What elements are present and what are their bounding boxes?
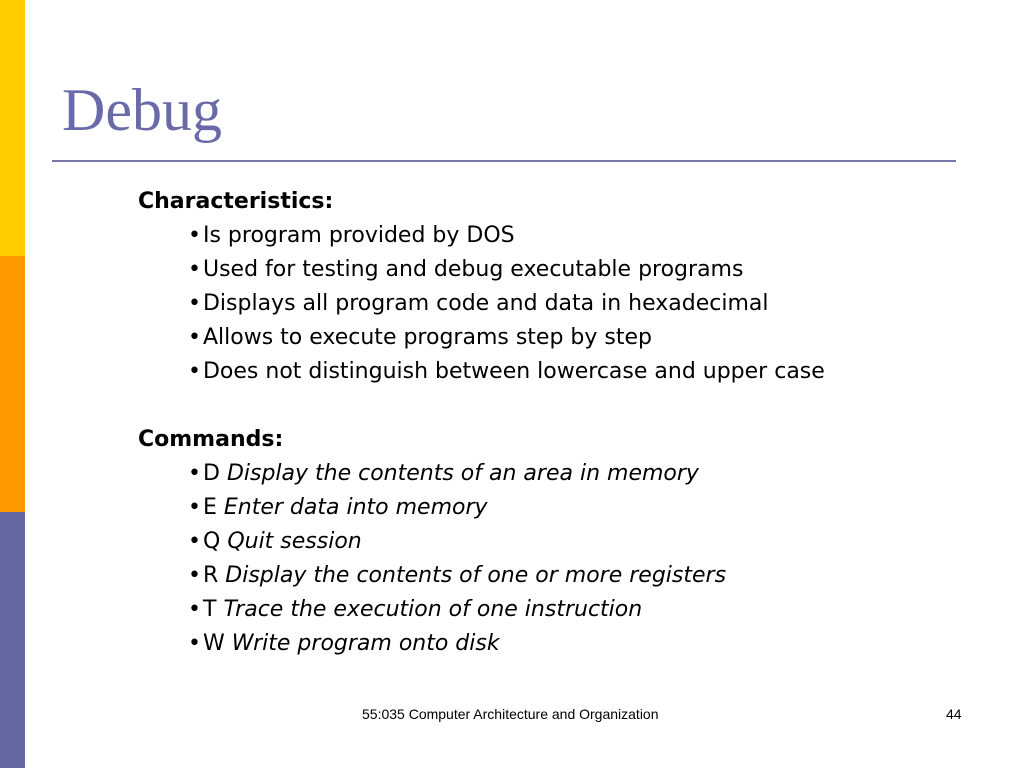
command-description: Display the contents of an area in memory (226, 461, 699, 486)
footer-course-title: 55:035 Computer Architecture and Organization (362, 706, 659, 722)
characteristic-text: Allows to execute programs step by step (202, 325, 652, 350)
command-key: T (202, 597, 217, 622)
commands-list (138, 457, 978, 661)
characteristics-heading: Characteristics: (138, 189, 334, 214)
bullet-icon: • (188, 495, 201, 520)
characteristic-item (188, 253, 978, 287)
command-description: Write program onto disk (231, 631, 500, 656)
accent-bar-orange (0, 256, 25, 512)
bullet-icon: • (188, 597, 201, 622)
characteristic-text: Displays all program code and data in hexadecimal (202, 291, 769, 316)
characteristic-item (188, 321, 978, 355)
command-key: D (202, 461, 220, 486)
characteristic-item (188, 287, 978, 321)
command-item (188, 627, 978, 661)
command-description: Trace the execution of one instruction (223, 597, 643, 622)
bullet-icon: • (188, 631, 201, 656)
command-item (188, 559, 978, 593)
accent-bar-yellow (0, 0, 25, 256)
characteristic-text: Is program provided by DOS (202, 223, 515, 248)
slide-title: Debug (62, 77, 222, 143)
bullet-icon: • (188, 291, 201, 316)
command-item (188, 525, 978, 559)
bullet-icon: • (188, 563, 201, 588)
bullet-icon: • (188, 223, 201, 248)
command-key: W (202, 631, 225, 656)
command-item (188, 457, 978, 491)
bullet-icon: • (188, 257, 201, 282)
bullet-icon: • (188, 325, 201, 350)
command-description: Quit session (227, 529, 362, 554)
command-key: Q (202, 529, 221, 554)
command-key: E (202, 495, 217, 520)
command-description: Enter data into memory (223, 495, 488, 520)
command-item (188, 491, 978, 525)
command-description: Display the contents of one or more registers (225, 563, 727, 588)
section-spacer (138, 389, 978, 423)
characteristics-list (138, 219, 978, 389)
accent-bar-blue (0, 512, 25, 768)
bullet-icon: • (188, 529, 201, 554)
characteristic-text: Used for testing and debug executable programs (202, 257, 744, 282)
footer-page-number: 44 (946, 706, 962, 722)
slide-body (138, 185, 978, 661)
command-key: R (202, 563, 219, 588)
characteristic-item (188, 219, 978, 253)
command-item (188, 593, 978, 627)
title-divider (52, 160, 956, 162)
bullet-icon: • (188, 461, 201, 486)
commands-heading: Commands: (138, 427, 284, 452)
characteristic-text: Does not distinguish between lowercase and upper case (202, 359, 825, 384)
bullet-icon: • (188, 359, 201, 384)
characteristic-item (188, 355, 978, 389)
